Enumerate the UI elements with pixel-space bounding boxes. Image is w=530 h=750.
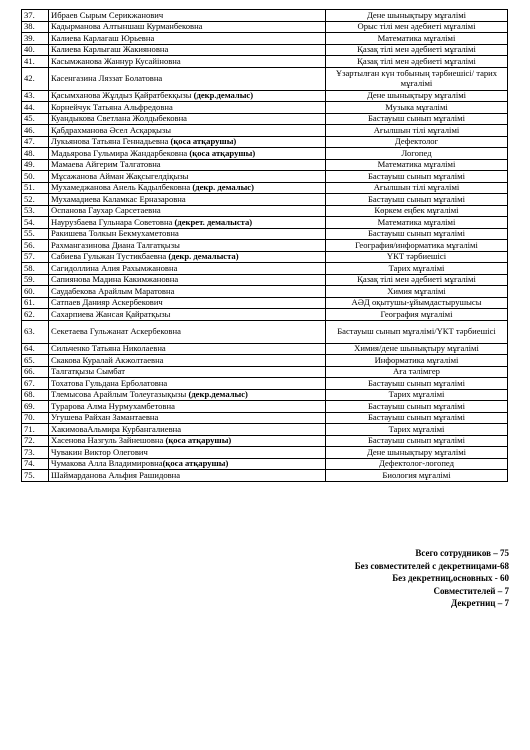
employee-name: Мухамадиева Каламкас Ерназаровна [51, 193, 186, 204]
position-cell: Аға тәлімгер [326, 366, 508, 378]
employee-name-cell [49, 424, 326, 436]
employee-name-cell [49, 355, 326, 367]
row-number: 52. [22, 194, 49, 206]
employee-name: Наурузбаева Гульнара Советовна [51, 216, 175, 227]
employee-name: Ибраев Сырым Серикжанович [51, 9, 164, 20]
summary-main-staff: Без декретниц,основных - 60 [392, 573, 509, 584]
employee-name-cell [49, 182, 326, 194]
staff-table-body [22, 10, 508, 482]
position-cell: Бастауыш сынып мұғалімі [326, 113, 508, 125]
employee-name: Тохатова Гульдана Ерболатовна [51, 377, 168, 388]
employee-name-cell [49, 412, 326, 424]
employee-name-cell [49, 228, 326, 240]
employee-name: Касымжанова Жаннур Кусайіновна [51, 55, 181, 66]
employee-name-cell [49, 194, 326, 206]
position-cell: Бастауыш сынып мұғалімі [326, 435, 508, 447]
position-cell: Биология мұғалімі [326, 470, 508, 482]
position-cell: Информатика мұғалімі [326, 355, 508, 367]
employee-name: Сильченко Татьяна Николаевна [51, 343, 166, 354]
employee-name: Кадырманова Алтыншаш Курманбековна [51, 21, 203, 32]
employee-name-cell [49, 470, 326, 482]
table-row [22, 159, 508, 171]
table-row [22, 10, 508, 22]
row-number: 38. [22, 21, 49, 33]
employee-name: Сатпаев Данияр Аскербекович [51, 297, 163, 308]
table-row [22, 182, 508, 194]
employee-name: Лукьянова Татьяна Геннадьевна [51, 136, 171, 147]
table-row [22, 217, 508, 229]
employee-name: Угушева Райхан Замантаевна [51, 412, 159, 423]
position-cell: Бастауыш сынып мұғалімі [326, 412, 508, 424]
employee-name: Куандыкова Светлана Жолдыбековна [51, 113, 187, 124]
position-cell: География/информатика мұғалімі [326, 240, 508, 252]
table-row [22, 424, 508, 436]
employee-name-cell [49, 435, 326, 447]
table-row [22, 366, 508, 378]
employment-status-note: (қоса атқарушы) [170, 136, 237, 147]
table-row [22, 56, 508, 68]
table-row [22, 194, 508, 206]
employee-name-cell [49, 343, 326, 355]
row-number: 62. [22, 309, 49, 321]
employee-name-cell [49, 217, 326, 229]
employee-name-cell [49, 458, 326, 470]
position-cell: Ағылшын тілі мұғалімі [326, 182, 508, 194]
employee-name-cell [49, 33, 326, 45]
row-number: 37. [22, 10, 49, 22]
employee-name: Мухамеджанова Анель Кадылбековна [51, 182, 193, 193]
employee-name: Турарова Алма Нурмухамбетовна [51, 400, 175, 411]
employee-name: Калиева Карлагаш Юрьевна [51, 32, 155, 43]
table-row [22, 148, 508, 160]
position-cell: Тарих мұғалімі [326, 263, 508, 275]
row-number: 64. [22, 343, 49, 355]
position-cell: Дене шынықтыру мұғалімі [326, 90, 508, 102]
employee-name-cell [49, 205, 326, 217]
table-row [22, 21, 508, 33]
table-row [22, 33, 508, 45]
employee-name-cell [49, 366, 326, 378]
table-row [22, 286, 508, 298]
employment-status-note: (қоса атқарушы) [162, 458, 229, 469]
row-number: 48. [22, 148, 49, 160]
employee-name: Талгатқызы Сымбат [51, 366, 126, 377]
position-cell: Дене шынықтыру мұғалімі [326, 10, 508, 22]
position-cell: География мұғалімі [326, 309, 508, 321]
employment-status-note: (қоса атқарушы) [165, 435, 232, 446]
row-number: 44. [22, 102, 49, 114]
employee-name: Чумакова Алла Владимировна [51, 458, 163, 469]
row-number: 63. [22, 320, 49, 343]
row-number: 68. [22, 389, 49, 401]
position-cell: Логопед [326, 148, 508, 160]
employment-status-note: (декр. демалыста) [168, 251, 239, 262]
employment-status-note: (декр. демалыс) [192, 182, 254, 193]
row-number: 61. [22, 297, 49, 309]
employee-name-cell [49, 125, 326, 137]
employee-name-cell [49, 159, 326, 171]
table-row [22, 228, 508, 240]
table-row [22, 171, 508, 183]
table-row [22, 470, 508, 482]
employee-name-cell [49, 113, 326, 125]
table-row [22, 412, 508, 424]
employee-name-cell [49, 401, 326, 413]
employee-name: Мұсажанова Айман Жақсыгелдіқызы [51, 170, 189, 181]
position-cell: Ағылшын тілі мұғалімі [326, 125, 508, 137]
table-row [22, 389, 508, 401]
table-row [22, 90, 508, 102]
table-row [22, 205, 508, 217]
row-number: 58. [22, 263, 49, 275]
table-row [22, 447, 508, 459]
position-cell: Қазақ тілі мен әдебиеті мұғалімі [326, 274, 508, 286]
employee-name-cell [49, 389, 326, 401]
employee-name: Хасенова Назгуль Зайнешовна [51, 435, 166, 446]
employee-name: Калиева Карлыгаш Жакияновна [51, 44, 169, 55]
table-row [22, 401, 508, 413]
summary-part-time: Совместителей – 7 [433, 585, 509, 596]
row-number: 56. [22, 240, 49, 252]
employee-name: Сахарпиева Жансая Қайратқызы [51, 308, 171, 319]
row-number: 75. [22, 470, 49, 482]
employee-name: Рахмангазинова Диана Талгатқызы [51, 239, 180, 250]
row-number: 70. [22, 412, 49, 424]
position-cell: Химия/дене шынықтыру мұғалімі [326, 343, 508, 355]
row-number: 69. [22, 401, 49, 413]
row-number: 53. [22, 205, 49, 217]
row-number: 67. [22, 378, 49, 390]
table-row [22, 343, 508, 355]
employee-name-cell [49, 10, 326, 22]
row-number: 57. [22, 251, 49, 263]
row-number: 55. [22, 228, 49, 240]
employee-name-cell [49, 148, 326, 160]
position-cell: Көркем еңбек мұғалімі [326, 205, 508, 217]
employee-name: Сапиянова Мадина Какимжановна [51, 274, 179, 285]
employee-name: Корнейчук Татьяна Альфредовна [51, 101, 173, 112]
table-row [22, 67, 508, 90]
employee-name-cell [49, 297, 326, 309]
table-row [22, 435, 508, 447]
row-number: 74. [22, 458, 49, 470]
employee-name: Тлемысова Арайлым Толеугазықызы [51, 389, 189, 400]
employee-name-cell [49, 447, 326, 459]
position-cell: Тарих мұғалімі [326, 424, 508, 436]
table-row [22, 458, 508, 470]
employee-name-cell [49, 56, 326, 68]
table-row [22, 240, 508, 252]
position-cell: Музыка мұғалімі [326, 102, 508, 114]
table-row [22, 320, 508, 343]
employee-name-cell [49, 240, 326, 252]
employee-name-cell [49, 320, 326, 343]
row-number: 42. [22, 67, 49, 90]
employment-status-note: (декрет. демалыста) [174, 216, 253, 227]
row-number: 60. [22, 286, 49, 298]
table-row [22, 125, 508, 137]
summary-without-part-time: Без совместителей с декретницами-68 [354, 560, 509, 571]
employee-name: Секетаева Гульжанат Аскербековна [51, 325, 181, 336]
employee-name: Касенгазина Ляззат Болатовна [51, 72, 163, 83]
employee-name: Мадьярова Гульмира Жандарбековна [51, 147, 190, 158]
row-number: 73. [22, 447, 49, 459]
employee-name: Ракишева Толкын Бекмухаметовна [51, 228, 179, 239]
row-number: 65. [22, 355, 49, 367]
position-cell: Дефектолог [326, 136, 508, 148]
row-number: 66. [22, 366, 49, 378]
staff-table [21, 9, 508, 482]
row-number: 40. [22, 44, 49, 56]
employee-name-cell [49, 102, 326, 114]
summary-total: Всего сотрудников – 75 [415, 548, 509, 558]
row-number: 49. [22, 159, 49, 171]
employee-name: Чувакин Виктор Олегович [51, 446, 148, 457]
position-cell: Дене шынықтыру мұғалімі [326, 447, 508, 459]
employee-name: Сагидоллина Алия Рахымжановна [51, 262, 178, 273]
position-cell: Ұзартылған күн тобының тәрбиешісі/ тарих мұғалімі [326, 67, 508, 90]
position-cell: Бастауыш сынып мұғалімі [326, 378, 508, 390]
position-cell: Орыс тілі мен әдебиеті мұғалімі [326, 21, 508, 33]
employee-name: ХакимоваАльмира Курбангалиевна [51, 423, 182, 434]
position-cell: Қазақ тілі мен әдебиеті мұғалімі [326, 56, 508, 68]
row-number: 71. [22, 424, 49, 436]
table-row [22, 44, 508, 56]
employee-name: Саудабекова Арайлым Маратовна [51, 285, 175, 296]
row-number: 50. [22, 171, 49, 183]
position-cell: Қазақ тілі мен әдебиеті мұғалімі [326, 44, 508, 56]
position-cell: Бастауыш сынып мұғалімі [326, 228, 508, 240]
staff-summary [355, 547, 509, 610]
position-cell: Дефектолог-логопед [326, 458, 508, 470]
employee-name-cell [49, 274, 326, 286]
row-number: 45. [22, 113, 49, 125]
employee-name: Оспанова Гаухар Сарсетаевна [51, 205, 161, 216]
employee-name-cell [49, 251, 326, 263]
employee-name-cell [49, 171, 326, 183]
row-number: 51. [22, 182, 49, 194]
employee-name-cell [49, 67, 326, 90]
table-row [22, 263, 508, 275]
employee-name-cell [49, 309, 326, 321]
table-row [22, 251, 508, 263]
row-number: 47. [22, 136, 49, 148]
table-row [22, 297, 508, 309]
summary-maternity-leave: Декретниц – 7 [451, 598, 509, 609]
position-cell: Математика мұғалімі [326, 33, 508, 45]
employee-name-cell [49, 378, 326, 390]
position-cell: Математика мұғалімі [326, 217, 508, 229]
row-number: 41. [22, 56, 49, 68]
table-row [22, 113, 508, 125]
table-row [22, 136, 508, 148]
row-number: 43. [22, 90, 49, 102]
employment-status-note: (қоса атқарушы) [189, 147, 256, 158]
position-cell: Бастауыш сынып мұғалімі/ҮКТ тәрбиешісі [326, 320, 508, 343]
table-row [22, 378, 508, 390]
row-number: 54. [22, 217, 49, 229]
position-cell: Химия мұғалімі [326, 286, 508, 298]
employment-status-note: (декр.демалыс) [193, 90, 254, 101]
employee-name: Қабдрахманова Әсел Асқарқызы [51, 124, 172, 135]
employee-name: Мамаева Айгерим Талгатовна [51, 159, 161, 170]
row-number: 72. [22, 435, 49, 447]
position-cell: Математика мұғалімі [326, 159, 508, 171]
employee-name-cell [49, 136, 326, 148]
table-row [22, 274, 508, 286]
table-row [22, 309, 508, 321]
position-cell: Тарих мұғалімі [326, 389, 508, 401]
position-cell: Бастауыш сынып мұғалімі [326, 171, 508, 183]
table-row [22, 355, 508, 367]
employee-name: Шаймарданова Альфия Рашидовна [51, 469, 181, 480]
employee-name: Қасымханова Жұлдыз Қайратбекқызы [51, 90, 194, 101]
position-cell: ҮКТ тәрбиешісі [326, 251, 508, 263]
position-cell: Бастауыш сынып мұғалімі [326, 194, 508, 206]
row-number: 59. [22, 274, 49, 286]
table-row [22, 102, 508, 114]
employee-name-cell [49, 263, 326, 275]
employee-name-cell [49, 90, 326, 102]
employee-name: Скакова Куралай Акжолтаевна [51, 354, 164, 365]
row-number: 39. [22, 33, 49, 45]
employee-name-cell [49, 286, 326, 298]
employee-name: Сабиева Гульжан Тустикбаевна [51, 251, 169, 262]
position-cell: АӘД оқытушы-ұйымдастырушысы [326, 297, 508, 309]
position-cell: Бастауыш сынып мұғалімі [326, 401, 508, 413]
employee-name-cell [49, 44, 326, 56]
row-number: 46. [22, 125, 49, 137]
employment-status-note: (декр.демалыс) [188, 389, 248, 400]
employee-name-cell [49, 21, 326, 33]
